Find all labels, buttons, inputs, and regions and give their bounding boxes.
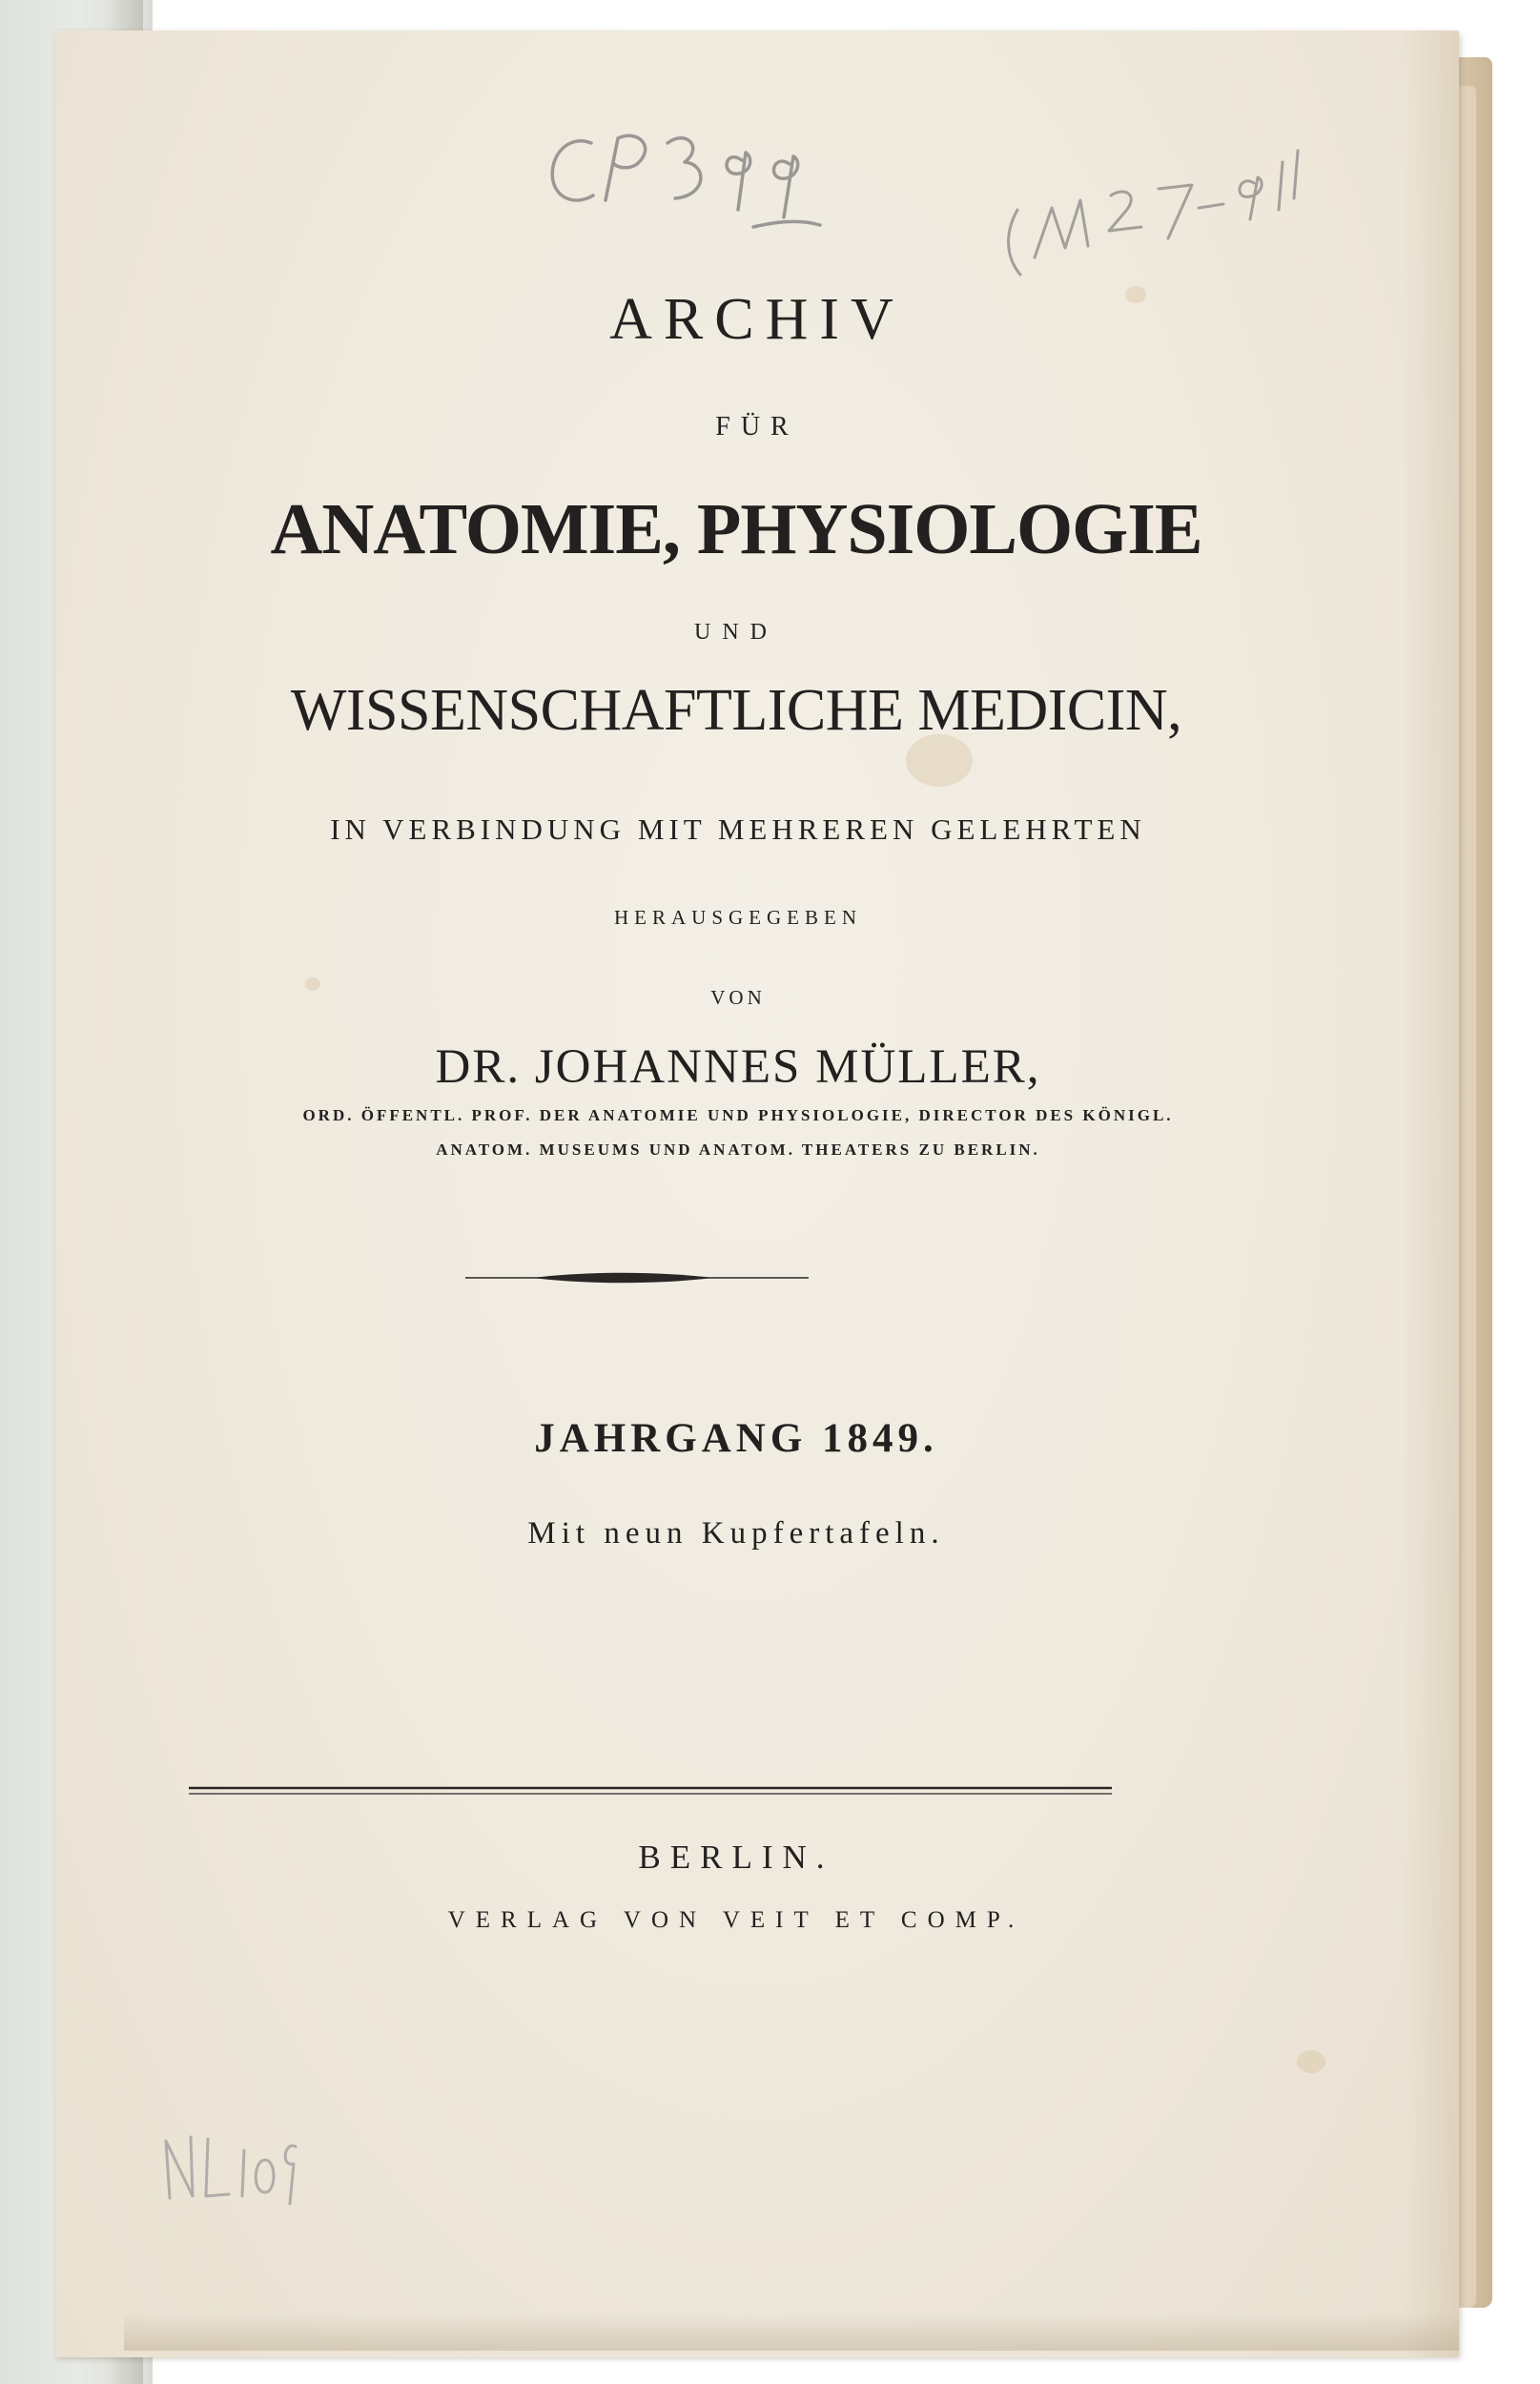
- imprint-publisher: VERLAG VON VEIT ET COMP.: [447, 1907, 1025, 1933]
- pencil-corner-mark: [996, 105, 1321, 286]
- double-rule: [189, 1785, 1112, 1797]
- page-bottom-edge: [124, 2312, 1459, 2351]
- author-affiliation-line-1: ORD. ÖFFENTL. PROF. DER ANATOMIE UND PHYSIOLOGIE, DIRECTOR DES KÖNIGL.: [302, 1106, 1174, 1124]
- plates-note: Mit neun Kupfertafeln.: [527, 1516, 945, 1551]
- pencil-shelfmark: [534, 105, 839, 238]
- published-by-line: HERAUSGEGEBEN: [614, 906, 862, 929]
- ornamental-rule: [465, 1268, 809, 1287]
- in-association-line: IN VERBINDUNG MIT MEHREREN GELEHRTEN: [330, 812, 1146, 846]
- von-line: VON: [710, 986, 766, 1009]
- author-affiliation-line-2: ANATOM. MUSEUMS UND ANATOM. THEATERS ZU BERLIN.: [436, 1141, 1040, 1159]
- foxing-spot: [1297, 2050, 1325, 2073]
- title-fur: FÜR: [715, 412, 799, 442]
- author-name: DR. JOHANNES MÜLLER,: [435, 1040, 1041, 1094]
- title-subjects: ANATOMIE, PHYSIOLOGIE: [270, 489, 1202, 569]
- volume-year: JAHRGANG 1849.: [534, 1416, 938, 1461]
- pencil-bottom-mark: [153, 2112, 315, 2227]
- imprint-city: BERLIN.: [638, 1839, 834, 1876]
- page-right-edge: [1402, 31, 1459, 2357]
- title-medicine: WISSENSCHAFTLICHE MEDICIN,: [290, 678, 1182, 743]
- title-page: [55, 31, 1459, 2357]
- title-archiv: ARCHIV: [609, 287, 905, 352]
- title-und: UND: [694, 620, 778, 645]
